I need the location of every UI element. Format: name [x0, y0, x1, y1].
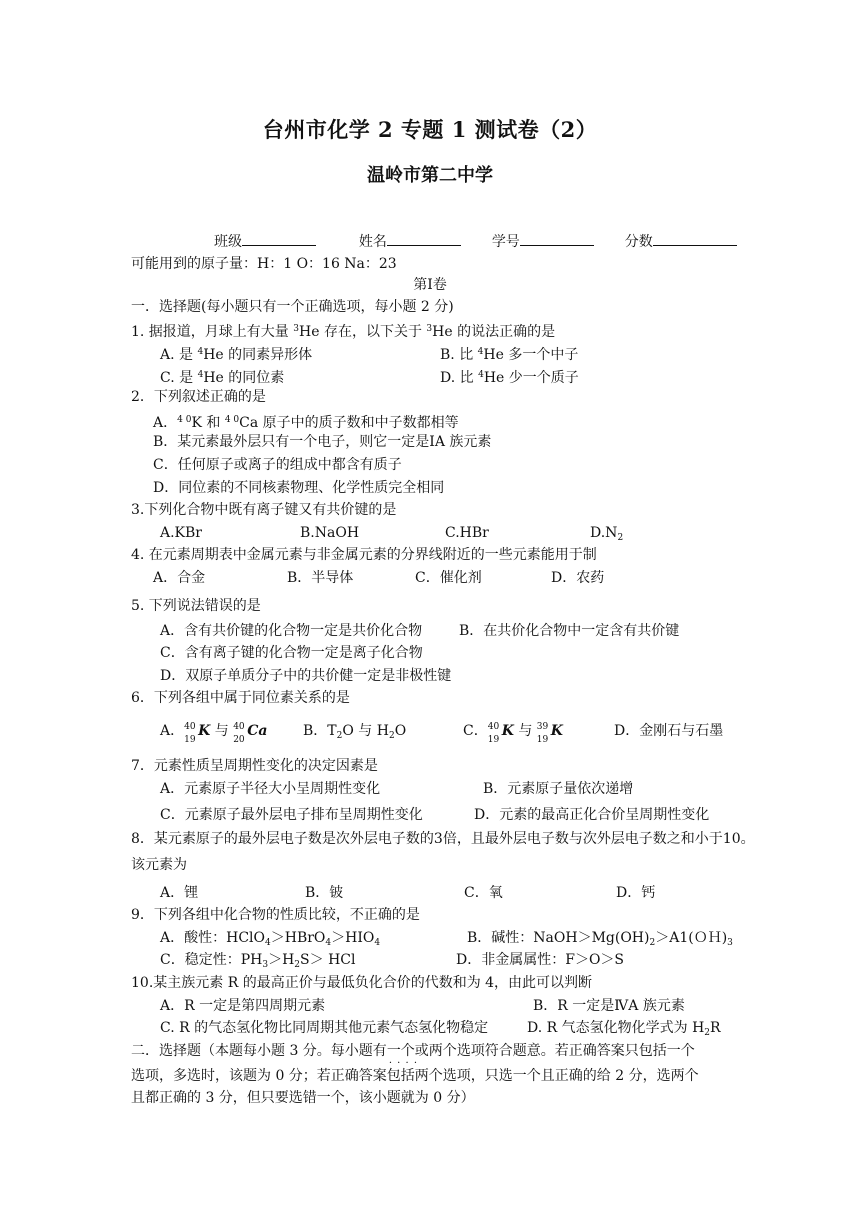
section2-rules-line3: 且都正确的 3 分，但只要选错一个，该小题就为 0 分） [131, 1090, 475, 1106]
q5-option-c[interactable]: C．含有离子键的化合物一定是离子化合物 [160, 645, 423, 661]
nuclide-k40: 40 19 [184, 722, 196, 745]
q10-option-b[interactable]: B．R 一定是ⅣA 族元素 [533, 998, 685, 1014]
score-blank[interactable] [653, 231, 737, 246]
q3-option-a[interactable]: A.KBr [160, 525, 202, 541]
q1-option-d[interactable]: D. 比 $^4$He 少一个质子 [440, 370, 579, 386]
name-blank[interactable] [387, 231, 461, 246]
q9-option-b[interactable]: B．碱性：$NaOH>Mg(OH)_2>A1(OH)_3$ [467, 930, 733, 948]
q7-option-d[interactable]: D．元素的最高正化合价呈周期性变化 [474, 807, 710, 823]
q8-option-b[interactable]: B．铍 [305, 885, 344, 901]
section2-heading: 二．选择题（本题每小题 3 分。每小题有一个或两个 · · · ·选项符合题意。若正确答案只包括一个 [131, 1042, 695, 1060]
school-name: 温岭市第二中学 [367, 165, 493, 186]
class-blank[interactable] [242, 231, 316, 246]
q1-stem: 1. 据报道，月球上有大量 $^3$He 存在，以下关于 $^3$He 的说法正确的是 [131, 324, 556, 340]
atomic-mass-note: 可能用到的原子量：H：1 O：16 Na：23 [131, 256, 397, 272]
q9-option-d[interactable]: D．非金属属性：F＞O＞S [456, 952, 625, 968]
name-label: 姓名 [358, 234, 387, 250]
q9-option-c[interactable]: C．稳定性：$PH_3>H_2S>$ HCl [160, 952, 356, 970]
q10-option-a[interactable]: A．R 一定是第四周期元素 [160, 998, 326, 1014]
q4-option-a[interactable]: A．合金 [153, 570, 206, 586]
nuclide-ca40: 40 20 [233, 722, 245, 745]
q3-option-d[interactable]: $D.N_2$ [590, 525, 624, 543]
volume-label: 第Ⅰ卷 [413, 277, 447, 293]
q8-option-d[interactable]: D．钙 [616, 885, 656, 901]
q9-stem: 9．下列各组中化合物的性质比较，不正确的是 [131, 907, 420, 923]
q4-option-d[interactable]: D．农药 [551, 570, 605, 586]
q4-option-c[interactable]: C．催化剂 [415, 570, 482, 586]
q5-option-a[interactable]: A．含有共价键的化合物一定是共价化合物 [160, 623, 423, 639]
student-info [214, 231, 737, 251]
class-label: 班级 [214, 234, 242, 250]
q10-option-c[interactable]: C. R 的气态氢化物比同周期其他元素气态氢化物稳定 [160, 1020, 489, 1036]
q2-option-a[interactable]: A．$^{4 0}$K 和 $^{4 0}$Ca 原子中的质子数和中子数都相等 [153, 415, 459, 431]
number-blank[interactable] [520, 231, 594, 246]
q5-option-b[interactable]: B．在共价化合物中一定含有共价键 [459, 623, 680, 639]
q7-stem: 7．元素性质呈周期性变化的决定因素是 [131, 758, 378, 774]
q10-stem: 10.某主族元素 R 的最高正价与最低负化合价的代数和为 4，由此可以判断 [131, 975, 593, 991]
q2-stem: 2．下列叙述正确的是 [131, 389, 266, 405]
q10-option-d[interactable]: D. R 气态氢化物化学式为 $H_2R$ [527, 1020, 721, 1038]
q6-stem: 6．下列各组中属于同位素关系的是 [131, 690, 350, 706]
nuclide-k40: 40 19 [487, 722, 500, 745]
q5-option-d[interactable]: D．双原子单质分子中的共价健一定是非极性键 [160, 668, 452, 684]
q9-option-a[interactable]: A．酸性：$HClO_4>HBrO_4>HIO_4$ [160, 930, 381, 948]
q1-option-b[interactable]: B. 比 $^4$He 多一个中子 [440, 347, 579, 363]
q4-stem: 4. 在元素周期表中金属元素与非金属元素的分界线附近的一些元素能用于制 [131, 547, 597, 563]
q7-option-b[interactable]: B．元素原子量依次递增 [483, 781, 634, 797]
q7-option-a[interactable]: A．元素原子半径大小呈周期性变化 [160, 781, 381, 797]
q6-option-b[interactable]: B．$T_2O$ 与 $H_2O$ [303, 723, 407, 741]
q1-option-c[interactable]: C. 是 $^4$He 的同位素 [160, 370, 285, 386]
q6-option-c[interactable]: C． 40 19 K 与 39 19 K [463, 722, 563, 745]
q8-stem: 8．某元素原子的最外层电子数是次外层电子数的3倍，且最外层电子数与次外层电子数之和小于10。 [131, 831, 755, 847]
q3-option-b[interactable]: B.NaOH [300, 525, 360, 541]
score-label: 分数 [624, 234, 653, 250]
q4-option-b[interactable]: B．半导体 [287, 570, 354, 586]
q8-stem-cont: 该元素为 [131, 857, 187, 873]
q7-option-c[interactable]: C．元素原子最外层电子排布呈周期性变化 [160, 807, 423, 823]
emphasis-text: 一个或两个 · · · · [387, 1042, 457, 1060]
q1-option-a[interactable]: A. 是 $^4$He 的同素异形体 [160, 347, 313, 363]
exam-title: 台州市化学 2 专题 1 测试卷（2） [262, 117, 598, 142]
q3-stem: 3.下列化合物中既有离子键又有共价键的是 [131, 502, 397, 518]
number-label: 学号 [491, 234, 520, 250]
q2-option-b[interactable]: B．某元素最外层只有一个电子，则它一定是ⅠA 族元素 [153, 434, 492, 450]
q8-option-c[interactable]: C．氧 [464, 885, 503, 901]
q2-option-d[interactable]: D．同位素的不同核素物理、化学性质完全相同 [153, 480, 445, 496]
section1-heading: 一．选择题(每小题只有一个正确选项，每小题 2 分) [131, 299, 454, 315]
q5-stem: 5. 下列说法错误的是 [131, 598, 261, 614]
section2-rules-line2: 选项，多选时，该题为 0 分；若正确答案包括两个选项，只选一个且正确的给 2 分，选两个 [131, 1068, 699, 1084]
q2-option-c[interactable]: C．任何原子或离子的组成中都含有质子 [153, 457, 402, 473]
q3-option-c[interactable]: C.HBr [445, 525, 489, 541]
q6-option-a[interactable]: A． 40 19 K 与 40 20 Ca [160, 722, 268, 745]
nuclide-k39: 39 19 [536, 722, 549, 745]
q8-option-a[interactable]: A．锂 [160, 885, 199, 901]
q6-option-d[interactable]: D．金刚石与石墨 [614, 723, 724, 739]
